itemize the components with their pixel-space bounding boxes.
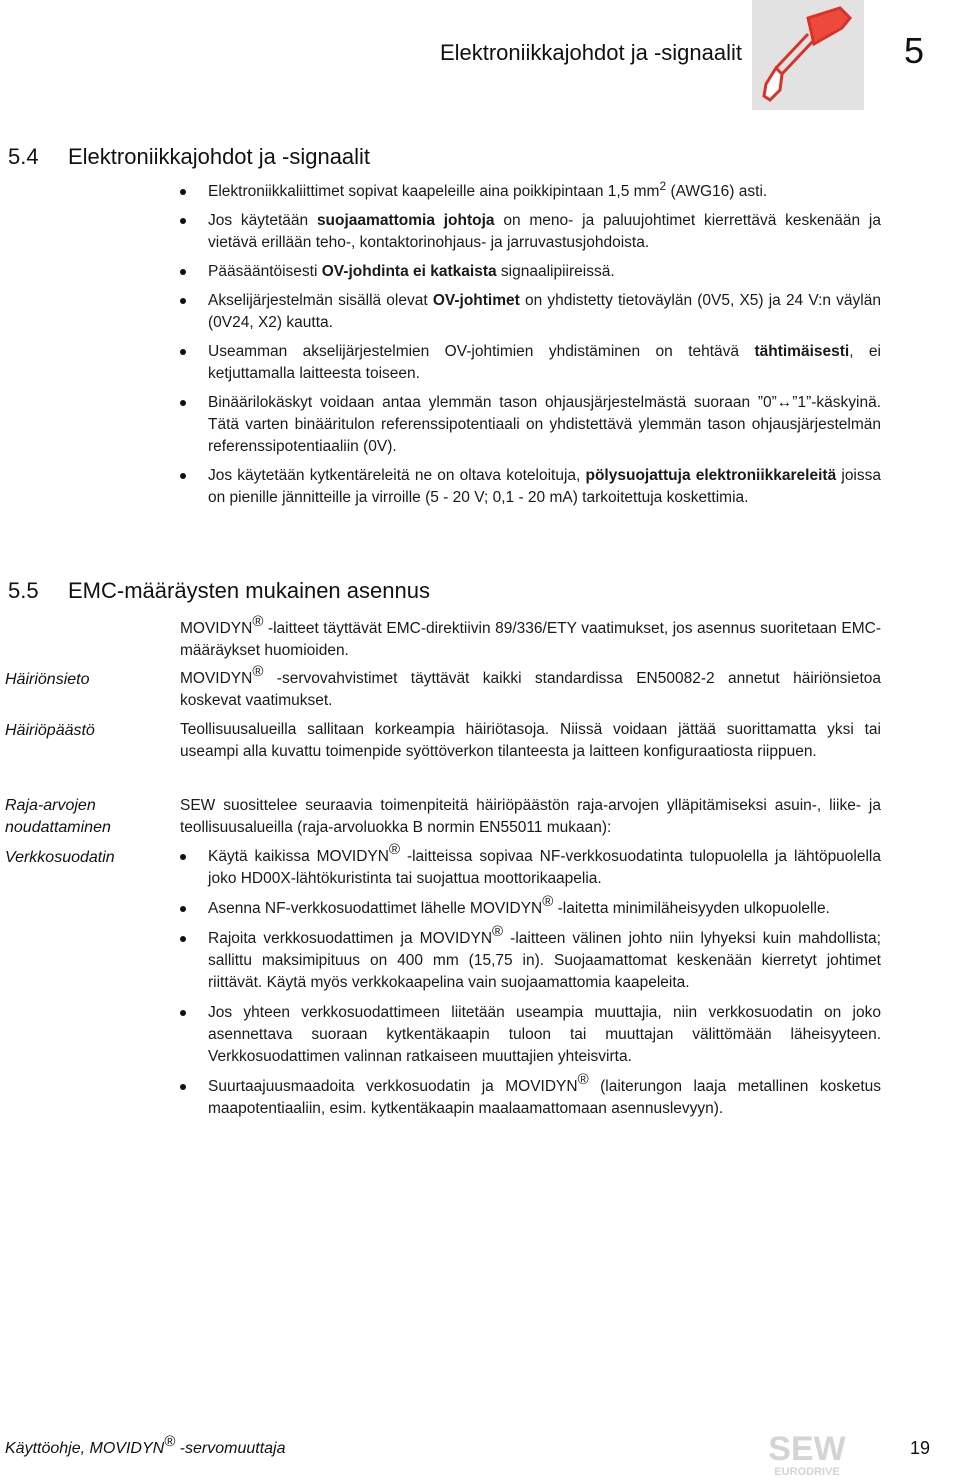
list-item: Binäärilokäskyt voidaan antaa ylemmän tason ohjausjärjestelmästä suoraan ”0”↔”1”-käskyinä. Tätä varten binääritulon referenssipotentiaali on yhdistettävä ylemmän tason ohjausjärjestelmän referenssipotentiaaliin (0V). — [176, 392, 881, 458]
list-item: Käytä kaikissa MOVIDYN® -laitteissa sopivaa NF-verkkosuodatinta tulopuolella ja lähtöpuolella joko HD00X-lähtökuristinta tai suojattua moottorikaapelia. — [176, 846, 881, 890]
section-title: EMC-määräysten mukainen asennus — [68, 578, 430, 603]
section-heading-5-4 — [8, 144, 370, 170]
side-label-emission: Häiriöpäästö — [5, 722, 95, 739]
section-title: Elektroniikkajohdot ja -signaalit — [68, 144, 371, 169]
wiring-rules-list — [176, 181, 881, 516]
section-number: 5.4 — [8, 144, 39, 169]
chapter-number: 5 — [903, 30, 925, 71]
section-number: 5.5 — [8, 578, 39, 603]
side-label-immunity: Häiriönsieto — [5, 671, 90, 688]
svg-text:SEW: SEW — [768, 1430, 846, 1468]
section-heading-5-5 — [8, 578, 430, 604]
list-item: Elektroniikkaliittimet sopivat kaapeleille aina poikkipintaan 1,5 $mm^2$ (AWG16) asti. — [176, 181, 881, 203]
list-item: Jos käytetään suojaamattomia johtoja on meno- ja paluujohtimet kierrettävä keskenään ja vietävä erillään teho-, kontaktorinohjaus- ja jarruvastusjohdoista. — [176, 210, 881, 254]
list-item: Suurtaajuusmaadoita verkkosuodatin ja MOVIDYN® (laiterungon laaja metallinen kosketus maapotentiaaliin, esim. kytkentäkaapin maalaamattomaan asennuslevyyn). — [176, 1076, 881, 1120]
list-item: Asenna NF-verkkosuodattimet lähelle MOVIDYN® -laitetta minimiläheisyyden ulkopuolelle. — [176, 898, 881, 920]
list-item: Akselijärjestelmän sisällä olevat OV-johtimet on yhdistetty tietoväylän (0V5, X5) ja 24 V:n väylän (0V24, X2) kautta. — [176, 290, 881, 334]
emc-intro-paragraph: MOVIDYN® -laitteet täyttävät EMC-direktiivin 89/336/ETY vaatimukset, jos asennus suoritetaan EMC-määräykset huomioiden. — [180, 613, 881, 659]
page-number: 19 — [909, 1438, 931, 1458]
side-label-limit-values: Raja-arvojen noudattaminen — [5, 797, 111, 836]
screwdriver-icon — [752, 0, 864, 110]
sew-eurodrive-logo — [752, 1428, 862, 1478]
svg-text:EURODRIVE: EURODRIVE — [774, 1466, 840, 1478]
side-label-line-filter: Verkkosuodatin — [5, 849, 115, 866]
immunity-paragraph: MOVIDYN® -servovahvistimet täyttävät kaikki standardissa EN50082-2 annetut häiriönsietoa koskevat vaatimukset. — [180, 663, 881, 709]
footer-manual-title: Käyttöohje, MOVIDYN® -servomuuttaja — [5, 1433, 286, 1457]
list-item: Jos käytetään kytkentäreleitä ne on oltava koteloituja, pölysuojattuja elektroniikkareleitä joissa on pienille jännitteille ja virroille (5 - 20 V; 0,1 - 20 mA) tarkoitettuja koskettimia. — [176, 465, 881, 509]
header-icon-box — [752, 0, 864, 110]
list-item: Rajoita verkkosuodattimen ja MOVIDYN® -laitteen välinen johto niin lyhyeksi kuin mahdollista; sallittu maksimipituus on 400 mm (15,75 in). Suojaamattomat keskenään kierretyt johtimet riittävät. Käytä myös verkkokaapelina vain suojaamattomia kaapeleita. — [176, 928, 881, 994]
list-item: Useamman akselijärjestelmien OV-johtimien yhdistäminen on tehtävä tähtimäisesti, ei ketjuttamalla laitteesta toiseen. — [176, 341, 881, 385]
running-header-title: Elektroniikkajohdot ja -signaalit — [439, 40, 742, 65]
limit-values-paragraph: SEW suosittelee seuraavia toimenpiteitä häiriöpäästön raja-arvojen ylläpitämiseksi asuin-, liike- ja teollisuusalueilla (raja-arvoluokka B normin EN55011 mukaan): — [180, 797, 881, 836]
emission-paragraph: Teollisuusalueilla sallitaan korkeampia häiriötasoja. Niissä voidaan jättää suorittamatta yksi tai useampi alla kuvattu toimenpide syöttöverkon tilanteesta ja laitteen konfiguraatiosta riippuen. — [180, 721, 881, 760]
list-item: Pääsääntöisesti OV-johdinta ei katkaista signaalipiireissä. — [176, 261, 881, 283]
bidirectional-arrow-icon: ↔ — [776, 394, 793, 411]
list-item: Jos yhteen verkkosuodattimeen liitetään useampia muuttajia, niin verkkosuodatin on joko asennettava suoraan kytkentäkaapin tuloon tai muuttajan välittömään läheisyyteen. Verkkosuodattimen valinnan ratkaiseen muuttajien yhteisvirta. — [176, 1002, 881, 1068]
line-filter-list — [176, 841, 882, 1128]
